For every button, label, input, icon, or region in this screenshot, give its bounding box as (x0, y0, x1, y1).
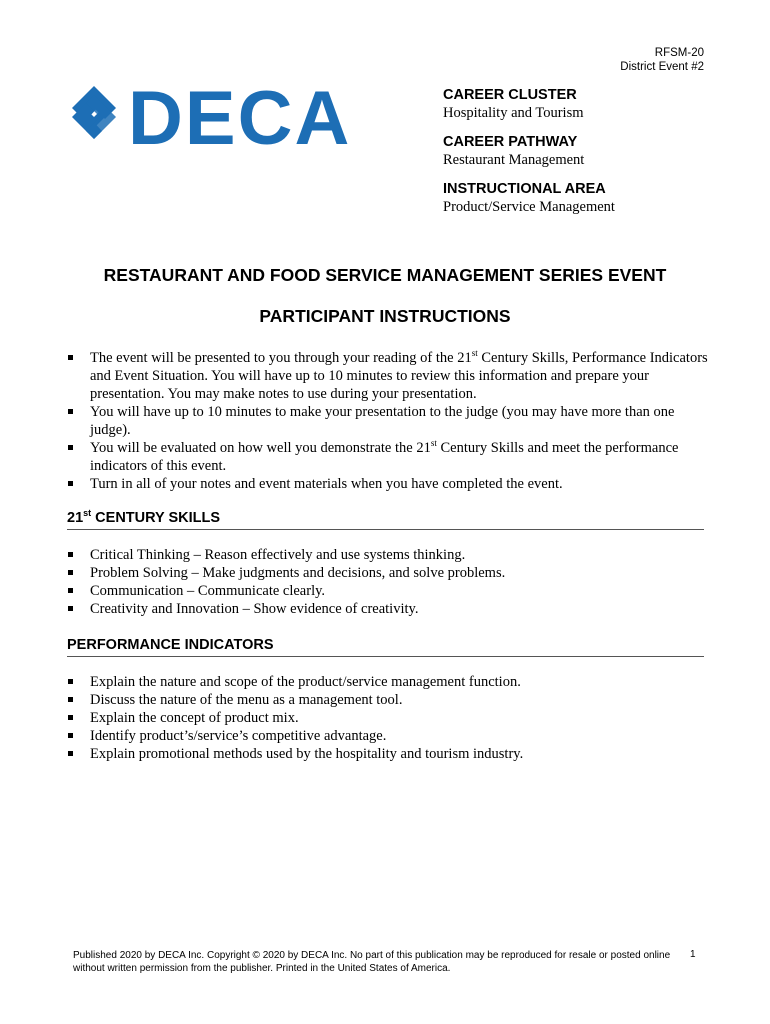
instructional-area-value: Product/Service Management (443, 199, 615, 215)
bullet-icon (68, 355, 73, 360)
list-item: Communication – Communicate clearly. (64, 582, 714, 600)
instructional-area-heading: INSTRUCTIONAL AREA (443, 181, 606, 197)
performance-indicators-heading: PERFORMANCE INDICATORS (67, 636, 704, 657)
deca-logo-mark (72, 86, 368, 148)
deca-logo-text: DECA (128, 86, 352, 148)
list-item: Problem Solving – Make judgments and decisions, and solve problems. (64, 564, 714, 582)
list-item: Identify product’s/service’s competitive advantage. (64, 727, 714, 745)
bullet-icon (68, 606, 73, 611)
list-item: The event will be presented to you through your reading of the 21st Century Skills, Performance Indicators and Event Situation. You will have up to 10 minutes to review this information and prepare your presentation. You may make notes to use during your presentation. (64, 349, 714, 403)
document-id (620, 46, 704, 74)
performance-indicators-list (64, 673, 714, 763)
bullet-icon (68, 481, 73, 486)
bullet-icon (68, 715, 73, 720)
bullet-icon (68, 733, 73, 738)
list-item: Creativity and Innovation – Show evidence of creativity. (64, 600, 714, 618)
bullet-icon (68, 552, 73, 557)
list-item: You will have up to 10 minutes to make your presentation to the judge (you may have more than one judge). (64, 403, 714, 439)
list-item: Critical Thinking – Reason effectively and use systems thinking. (64, 546, 714, 564)
skills-heading: 21st CENTURY SKILLS (67, 509, 704, 530)
bullet-icon (68, 445, 73, 450)
bullet-icon (68, 588, 73, 593)
bullet-icon (68, 751, 73, 756)
career-cluster (443, 86, 733, 122)
list-item: You will be evaluated on how well you demonstrate the 21st Century Skills and meet the performance indicators of this event. (64, 439, 714, 475)
bullet-icon (68, 409, 73, 414)
career-pathway (443, 133, 733, 169)
event-title: RESTAURANT AND FOOD SERVICE MANAGEMENT SERIES EVENT (103, 265, 667, 285)
career-meta (443, 86, 733, 227)
bullet-icon (68, 697, 73, 702)
instructional-area (443, 180, 733, 216)
list-item: Explain the concept of product mix. (64, 709, 714, 727)
instructions-list (64, 349, 714, 493)
list-item: Explain the nature and scope of the product/service management function. (64, 673, 714, 691)
bullet-icon (68, 570, 73, 575)
career-pathway-heading: CAREER PATHWAY (443, 134, 578, 150)
footer-copyright: Published 2020 by DECA Inc. Copyright © 2020 by DECA Inc. No part of this publication may be reproduced for resale or posted online without written permission from the publisher. Printed in the United States of America. (73, 950, 671, 974)
list-item: Explain promotional methods used by the hospitality and tourism industry. (64, 745, 714, 763)
event-code: RFSM-20 (654, 47, 704, 59)
career-cluster-value: Hospitality and Tourism (443, 105, 584, 121)
page-number: 1 (690, 949, 696, 960)
deca-logo (72, 86, 368, 148)
career-cluster-heading: CAREER CLUSTER (443, 87, 577, 103)
event-level: District Event #2 (620, 61, 704, 73)
list-item: Turn in all of your notes and event materials when you have completed the event. (64, 475, 714, 493)
career-pathway-value: Restaurant Management (443, 152, 585, 168)
skills-list (64, 546, 714, 618)
instructions-title: PARTICIPANT INSTRUCTIONS (259, 306, 511, 326)
list-item: Discuss the nature of the menu as a management tool. (64, 691, 714, 709)
bullet-icon (68, 679, 73, 684)
